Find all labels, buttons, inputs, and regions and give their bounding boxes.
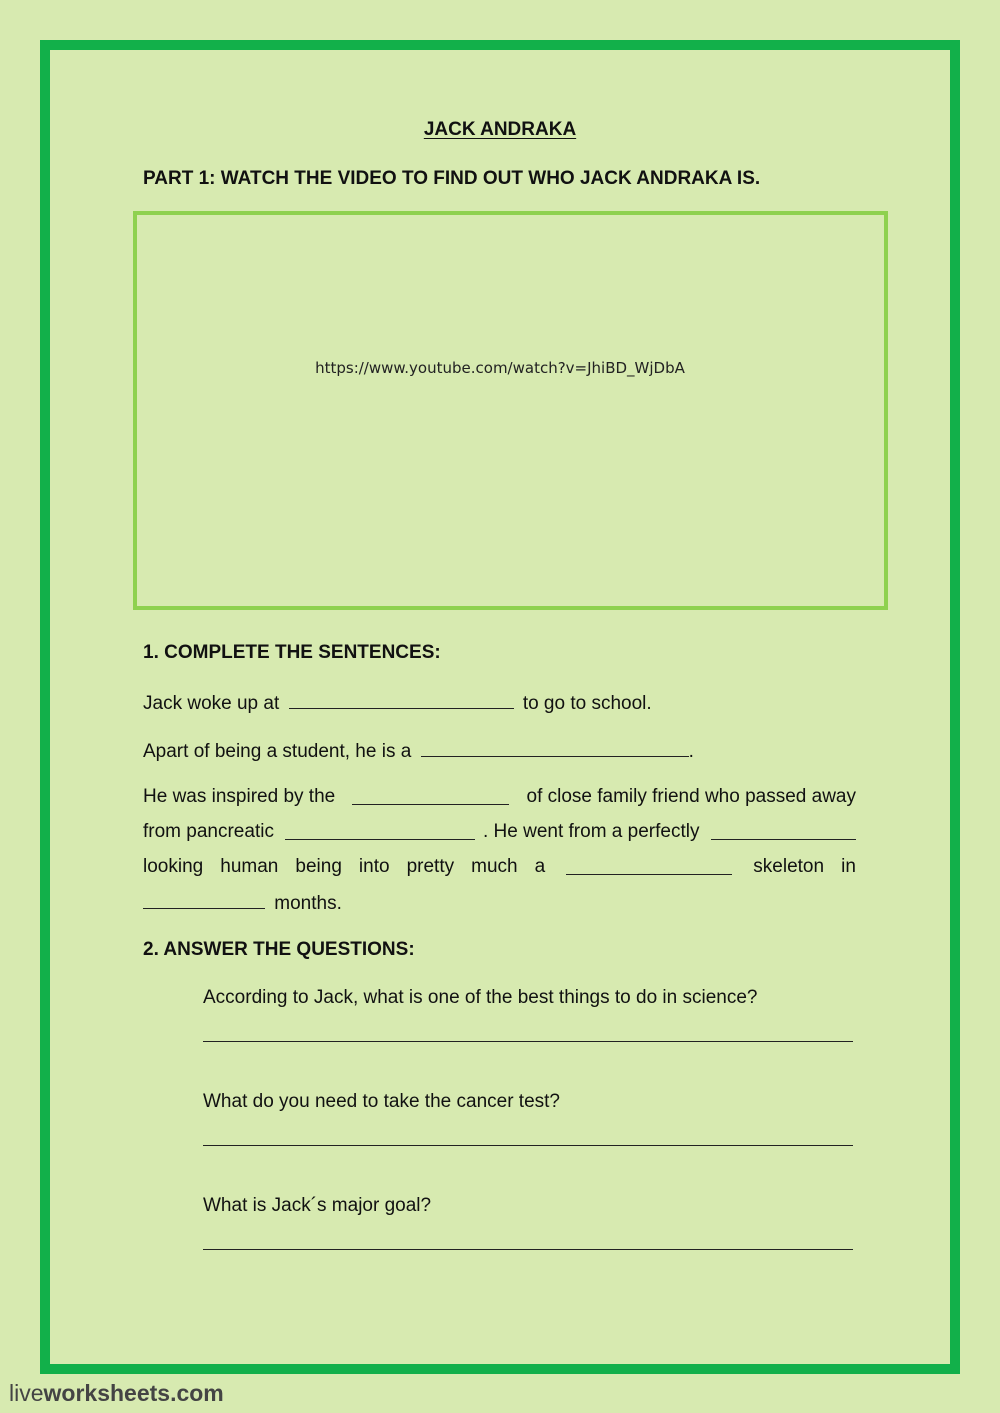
sentence-text: He was inspired by the xyxy=(143,786,336,807)
video-embed-box[interactable] xyxy=(133,211,888,610)
blank-input[interactable] xyxy=(289,690,514,709)
watermark-bold: worksheets.com xyxy=(43,1380,224,1406)
answer-line-1[interactable] xyxy=(203,1041,853,1042)
sentence-text: months. xyxy=(274,893,342,914)
answer-line-2[interactable] xyxy=(203,1145,853,1146)
paragraph-line-1 xyxy=(143,786,856,808)
sentence-2 xyxy=(143,738,694,763)
blank-input[interactable] xyxy=(352,786,509,805)
sentence-text: much xyxy=(471,856,518,877)
sentence-text: of close family friend who passed away xyxy=(526,786,856,807)
sentence-text: looking xyxy=(143,856,204,877)
paragraph-line-3 xyxy=(143,856,856,878)
video-link[interactable]: https://www.youtube.com/watch?v=JhiBD_WjDbA xyxy=(315,359,685,377)
blank-input[interactable] xyxy=(285,821,475,840)
section1-heading: 1. COMPLETE THE SENTENCES: xyxy=(143,642,441,663)
question-3: What is Jack´s major goal? xyxy=(203,1195,432,1216)
sentence-text: human xyxy=(220,856,279,877)
sentence-text: being xyxy=(295,856,342,877)
question-2: What do you need to take the cancer test? xyxy=(203,1091,561,1112)
section2-heading: 2. ANSWER THE QUESTIONS: xyxy=(143,939,415,960)
paragraph-line-2 xyxy=(143,821,856,843)
blank-input[interactable] xyxy=(566,856,732,875)
sentence-text: skeleton xyxy=(753,856,825,877)
sentence-text: into xyxy=(358,856,390,877)
answer-line-3[interactable] xyxy=(203,1249,853,1250)
sentence-text: to go to school. xyxy=(522,693,652,714)
part1-heading: PART 1: WATCH THE VIDEO TO FIND OUT WHO JACK ANDRAKA IS. xyxy=(143,168,761,189)
watermark-light: live xyxy=(9,1380,44,1406)
blank-input[interactable] xyxy=(421,738,689,757)
sentence-text: a xyxy=(534,856,546,877)
sentence-1 xyxy=(143,690,652,715)
sentence-text: from pancreatic xyxy=(143,821,274,842)
site-watermark xyxy=(9,1380,224,1407)
sentence-text: Jack woke up at xyxy=(143,693,280,714)
sentence-text: . He went from a perfectly xyxy=(482,821,700,842)
blank-input[interactable] xyxy=(143,890,265,909)
sentence-text: pretty xyxy=(406,856,455,877)
sentence-text: Apart of being a student, he is a xyxy=(143,741,412,762)
question-1: According to Jack, what is one of the best things to do in science? xyxy=(203,987,758,1008)
paragraph-line-4 xyxy=(143,890,342,915)
sentence-text: . xyxy=(688,741,694,762)
blank-input[interactable] xyxy=(711,821,856,840)
worksheet-title: JACK ANDRAKA xyxy=(423,119,577,140)
sentence-text: in xyxy=(841,856,856,877)
